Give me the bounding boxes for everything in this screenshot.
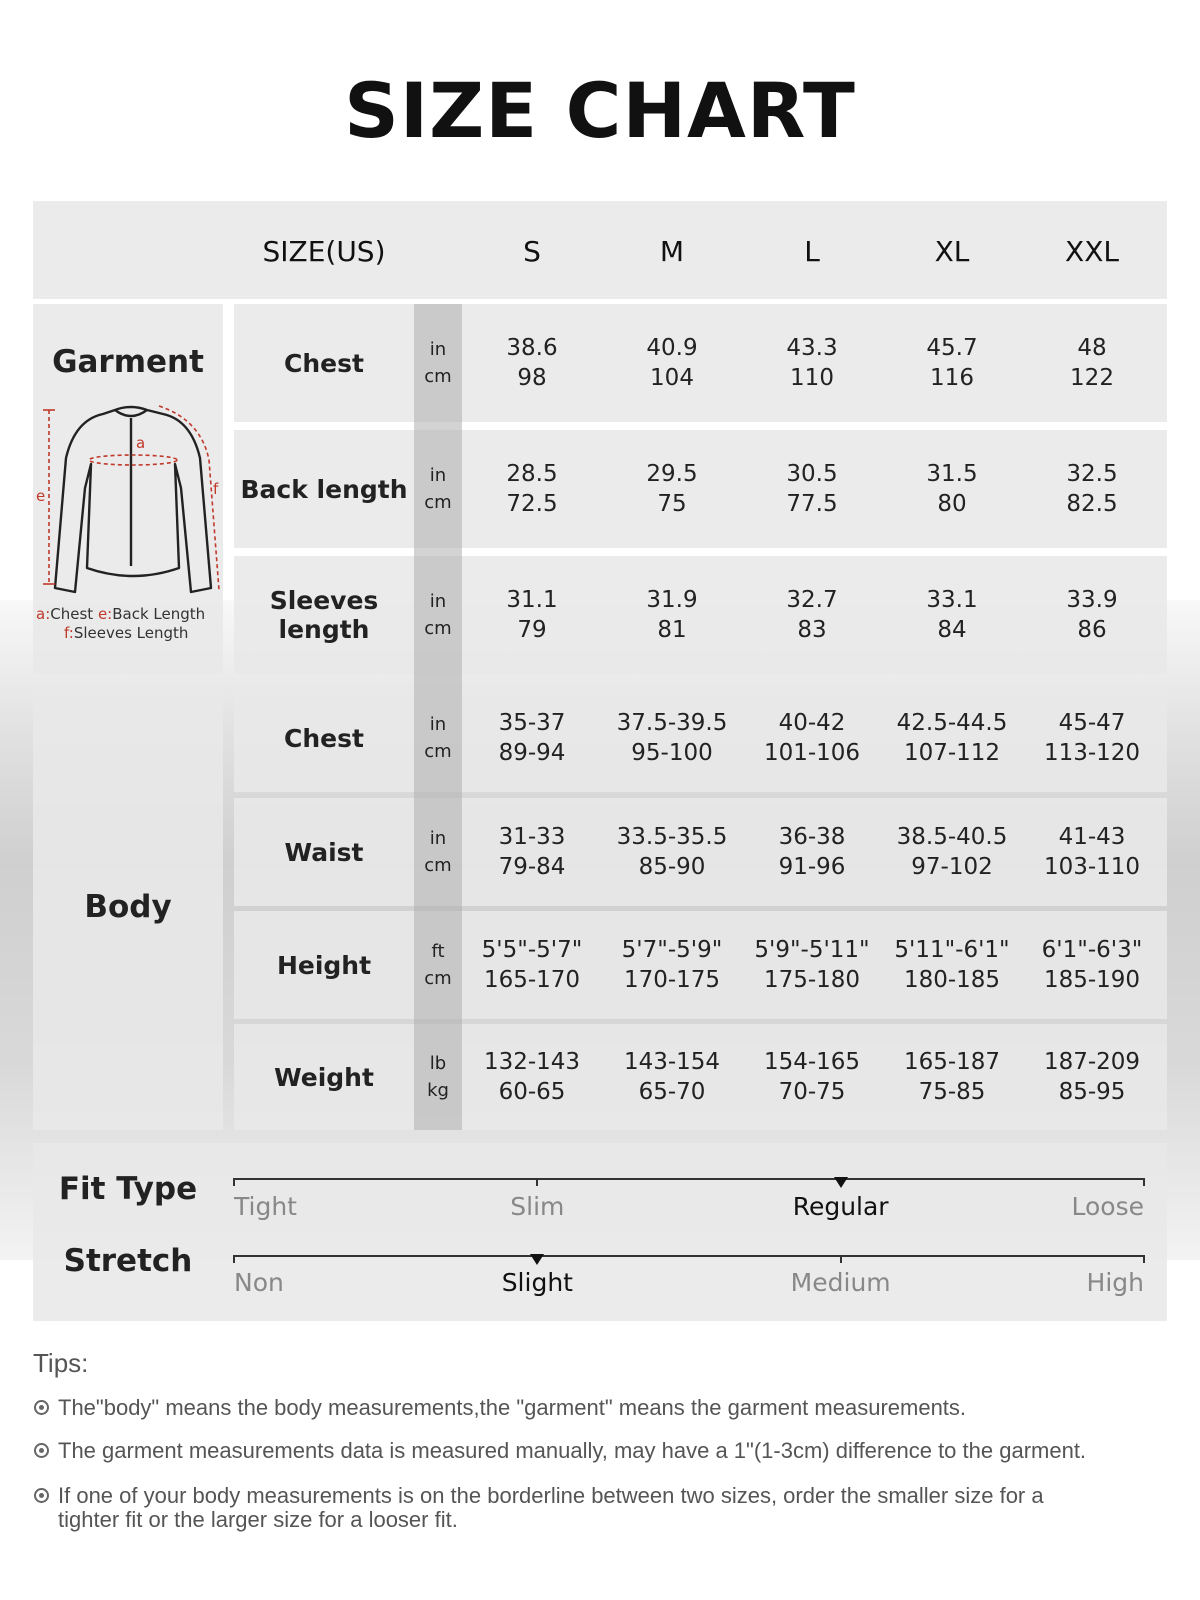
body-row-label: Weight: [274, 1062, 374, 1092]
value-text: 77.5: [786, 491, 838, 517]
size-value-cell: [742, 1024, 882, 1130]
size-value-cell: [602, 798, 742, 906]
value-text: 37.5-39.5: [616, 710, 728, 736]
size-value-cell: [742, 430, 882, 548]
unit-label: [414, 556, 462, 674]
value-text: 5'7"-5'9": [621, 937, 723, 963]
value-text: 65-70: [638, 1079, 706, 1105]
value-text: 132-143: [483, 1049, 581, 1075]
value-text: 103-110: [1043, 854, 1141, 880]
size-value-cell: [602, 684, 742, 792]
value-text: 122: [1070, 365, 1114, 391]
size-value-cell: [462, 1024, 602, 1130]
body-label: Body: [84, 889, 172, 925]
unit-text: in: [429, 465, 447, 486]
value-text: 38.5-40.5: [896, 824, 1008, 850]
stretch-label: Stretch: [63, 1243, 193, 1279]
value-text: 28.5: [506, 461, 558, 487]
value-text: 113-120: [1043, 740, 1141, 766]
value-text: 29.5: [646, 461, 698, 487]
size-value-cell: [742, 798, 882, 906]
unit-text: cm: [424, 968, 452, 989]
garment-row-label: Chest: [284, 348, 364, 378]
stretch-scale-tick: [840, 1255, 842, 1263]
size-header-s: S: [523, 234, 541, 268]
unit-text: cm: [424, 855, 452, 876]
value-text: 84: [937, 617, 967, 643]
value-text: 31.5: [926, 461, 978, 487]
value-text: 31.1: [506, 587, 558, 613]
unit-label: [414, 798, 462, 906]
unit-text: in: [429, 339, 447, 360]
fit-scale-line: [234, 1178, 1144, 1180]
size-value-cell: [742, 556, 882, 674]
stretch-option-label: Slight: [501, 1268, 573, 1297]
fit-type-label: Fit Type: [58, 1171, 198, 1207]
unit-text: kg: [427, 1080, 449, 1101]
value-text: 75: [657, 491, 687, 517]
value-text: 48: [1077, 335, 1107, 361]
size-value-cell: [462, 430, 602, 548]
size-value-cell: [602, 556, 742, 674]
value-text: 33.9: [1066, 587, 1118, 613]
tip-3: If one of your body measurements is on the borderline between two sizes, order the smaller size for a tighter fit or the larger size for a looser fit.: [34, 1484, 1094, 1532]
unit-text: cm: [424, 366, 452, 387]
value-text: 32.5: [1066, 461, 1118, 487]
fit-scale-tick: [233, 1178, 235, 1186]
body-row-label: Chest: [284, 723, 364, 753]
value-text: 107-112: [903, 740, 1001, 766]
unit-text: in: [429, 714, 447, 735]
value-text: 81: [657, 617, 687, 643]
fit-selected-marker-icon: [834, 1177, 848, 1188]
stretch-option-label: High: [1086, 1268, 1144, 1297]
fit-scale-tick: [1143, 1178, 1145, 1186]
unit-text: cm: [424, 741, 452, 762]
bullet-icon: [34, 1488, 49, 1503]
value-text: 40.9: [646, 335, 698, 361]
size-value-cell: [602, 304, 742, 422]
size-value-cell: [882, 556, 1022, 674]
diagram-label-f: f: [213, 480, 219, 498]
value-text: 95-100: [631, 740, 713, 766]
value-text: 35-37: [498, 710, 566, 736]
value-text: 165-170: [483, 967, 581, 993]
value-text: 45.7: [926, 335, 978, 361]
value-text: 165-187: [903, 1049, 1001, 1075]
value-text: 85-90: [638, 854, 706, 880]
size-value-cell: [742, 684, 882, 792]
tip-1: The"body" means the body measurements,the "garment" means the garment measurements.: [34, 1396, 1174, 1420]
unit-text: ft: [431, 941, 445, 962]
size-value-cell: [1022, 684, 1162, 792]
page-title: SIZE CHART: [344, 66, 856, 155]
unit-text: cm: [424, 618, 452, 639]
value-text: 80: [937, 491, 967, 517]
size-value-cell: [882, 684, 1022, 792]
size-value-cell: [1022, 430, 1162, 548]
value-text: 97-102: [911, 854, 993, 880]
size-value-cell: [462, 798, 602, 906]
value-text: 60-65: [498, 1079, 566, 1105]
size-value-cell: [882, 1024, 1022, 1130]
garment-label: Garment: [52, 344, 204, 380]
unit-label: [414, 1024, 462, 1130]
fit-option-label: Loose: [1071, 1192, 1144, 1221]
value-text: 38.6: [506, 335, 558, 361]
fit-scale-tick: [536, 1178, 538, 1186]
size-us-header: SIZE(US): [262, 234, 386, 268]
value-text: 185-190: [1043, 967, 1141, 993]
value-text: 89-94: [498, 740, 566, 766]
value-text: 86: [1077, 617, 1107, 643]
body-row-label: Height: [276, 950, 372, 980]
value-text: 75-85: [918, 1079, 986, 1105]
value-text: 154-165: [763, 1049, 861, 1075]
value-text: 31-33: [498, 824, 566, 850]
stretch-scale-tick: [233, 1255, 235, 1263]
size-value-cell: [462, 684, 602, 792]
stretch-option-label: Non: [234, 1268, 284, 1297]
stretch-scale-line: [234, 1255, 1144, 1257]
size-value-cell: [742, 304, 882, 422]
diagram-label-a: a: [136, 434, 146, 452]
size-header-m: M: [659, 234, 685, 268]
size-value-cell: [462, 304, 602, 422]
garment-row-label: Sleeves length: [269, 586, 379, 644]
size-value-cell: [1022, 304, 1162, 422]
fit-option-label: Regular: [792, 1192, 889, 1221]
size-header-xl: XL: [934, 234, 970, 268]
size-value-cell: [1022, 1024, 1162, 1130]
garment-row-label: Back length: [240, 474, 408, 504]
value-text: 43.3: [786, 335, 838, 361]
size-header-l: L: [804, 234, 820, 268]
value-text: 79-84: [498, 854, 566, 880]
value-text: 187-209: [1043, 1049, 1141, 1075]
value-text: 116: [930, 365, 974, 391]
value-text: 110: [790, 365, 834, 391]
unit-text: lb: [429, 1053, 447, 1074]
tip-2: The garment measurements data is measured manually, may have a 1"(1-3cm) difference to the garment.: [34, 1439, 1174, 1463]
size-value-cell: [742, 911, 882, 1019]
value-text: 85-95: [1058, 1079, 1126, 1105]
diagram-legend-line-1: a:Chest e:Back Length: [36, 605, 206, 623]
size-value-cell: [882, 430, 1022, 548]
stretch-selected-marker-icon: [530, 1254, 544, 1265]
value-text: 31.9: [646, 587, 698, 613]
size-value-cell: [1022, 798, 1162, 906]
value-text: 5'9"-5'11": [754, 937, 870, 963]
size-value-cell: [462, 911, 602, 1019]
value-text: 98: [517, 365, 547, 391]
value-text: 104: [650, 365, 694, 391]
size-value-cell: [882, 304, 1022, 422]
size-value-cell: [1022, 556, 1162, 674]
value-text: 36-38: [778, 824, 846, 850]
value-text: 143-154: [623, 1049, 721, 1075]
value-text: 79: [517, 617, 547, 643]
value-text: 6'1"-6'3": [1041, 937, 1143, 963]
value-text: 32.7: [786, 587, 838, 613]
value-text: 70-75: [778, 1079, 846, 1105]
diagram-legend-line-2: f:Sleeves Length: [64, 624, 189, 642]
unit-label: [414, 430, 462, 548]
jersey-diagram: [33, 398, 223, 608]
value-text: 101-106: [763, 740, 861, 766]
size-value-cell: [462, 556, 602, 674]
value-text: 42.5-44.5: [896, 710, 1008, 736]
value-text: 175-180: [763, 967, 861, 993]
bullet-icon: [34, 1443, 49, 1458]
unit-text: in: [429, 828, 447, 849]
value-text: 82.5: [1066, 491, 1118, 517]
size-value-cell: [882, 911, 1022, 1019]
size-header-xxl: XXL: [1065, 234, 1119, 268]
size-value-cell: [882, 798, 1022, 906]
value-text: 5'11"-6'1": [894, 937, 1010, 963]
value-text: 40-42: [778, 710, 846, 736]
body-row-label: Waist: [284, 837, 364, 867]
value-text: 30.5: [786, 461, 838, 487]
size-value-cell: [602, 1024, 742, 1130]
value-text: 45-47: [1058, 710, 1126, 736]
size-value-cell: [1022, 911, 1162, 1019]
unit-label: [414, 911, 462, 1019]
value-text: 170-175: [623, 967, 721, 993]
chest-measure-line: [89, 455, 177, 465]
unit-text: cm: [424, 492, 452, 513]
value-text: 5'5"-5'7": [481, 937, 583, 963]
value-text: 83: [797, 617, 827, 643]
bullet-icon: [34, 1400, 49, 1415]
value-text: 41-43: [1058, 824, 1126, 850]
unit-text: in: [429, 591, 447, 612]
value-text: 180-185: [903, 967, 1001, 993]
fit-option-label: Slim: [510, 1192, 565, 1221]
unit-label: [414, 684, 462, 792]
unit-label: [414, 304, 462, 422]
value-text: 91-96: [778, 854, 846, 880]
tips-heading: Tips:: [33, 1348, 89, 1378]
value-text: 33.1: [926, 587, 978, 613]
value-text: 72.5: [506, 491, 558, 517]
size-value-cell: [602, 430, 742, 548]
diagram-label-e: e: [36, 487, 46, 505]
fit-option-label: Tight: [234, 1192, 297, 1221]
value-text: 33.5-35.5: [616, 824, 728, 850]
size-value-cell: [602, 911, 742, 1019]
stretch-option-label: Medium: [790, 1268, 891, 1297]
stretch-scale-tick: [1143, 1255, 1145, 1263]
